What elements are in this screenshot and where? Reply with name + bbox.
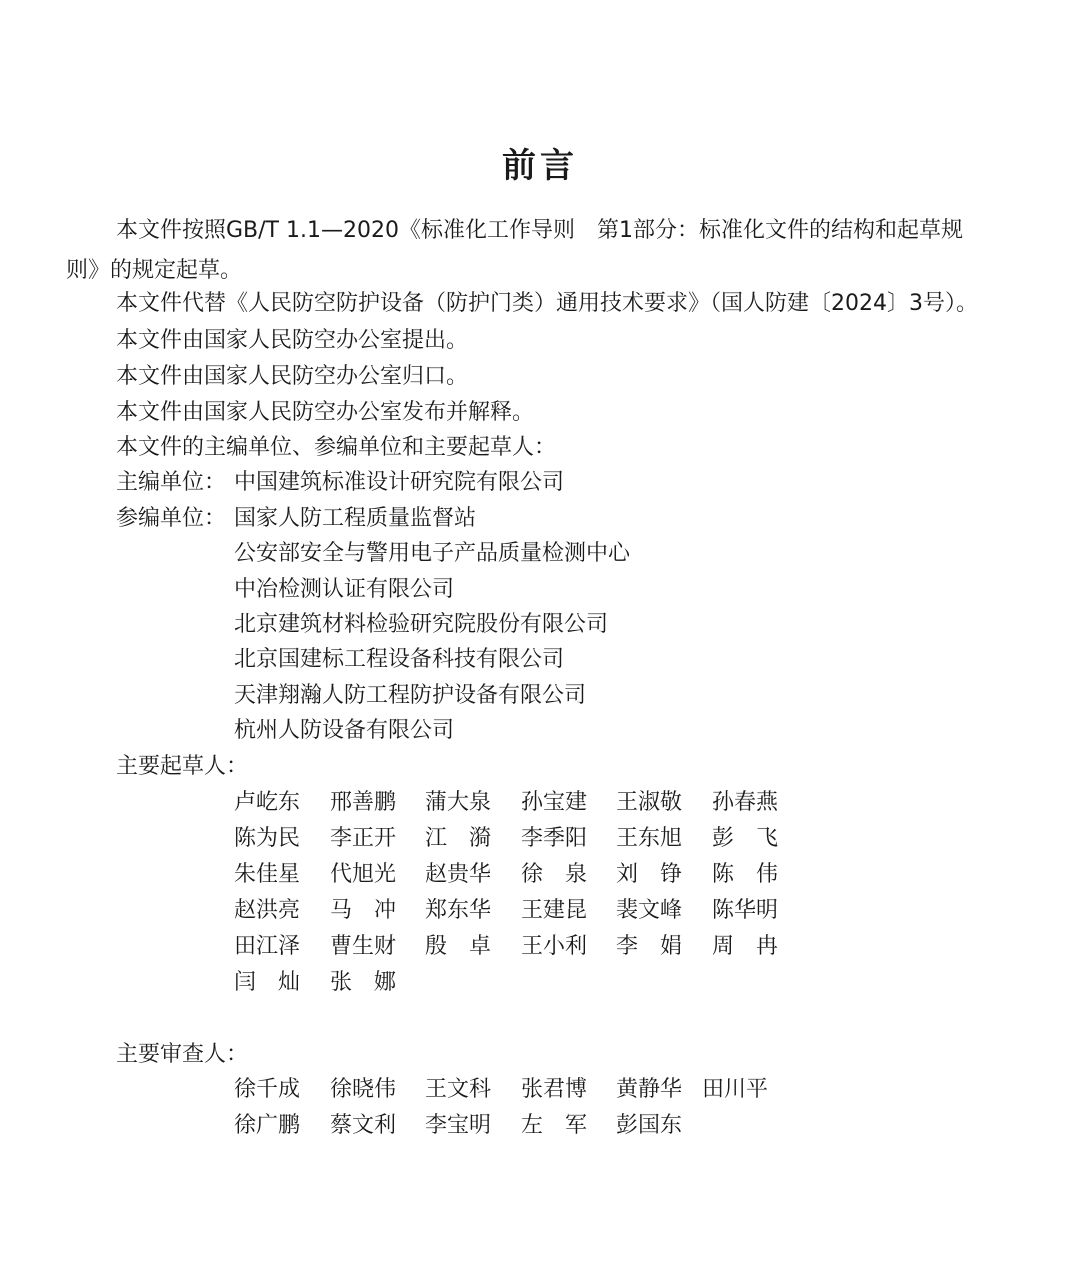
participating-unit: 杭州人防设备有限公司 (234, 718, 455, 743)
intro-line-7: 本文件的主编单位、参编单位和主要起草人： (116, 435, 557, 460)
reviewer-name: 黄静华 (616, 1077, 683, 1102)
reviewer-name: 左 军 (521, 1113, 588, 1138)
drafter-name: 裴文峰 (616, 898, 683, 923)
participating-unit: 北京建筑材料检验研究院股份有限公司 (234, 612, 609, 637)
drafter-name: 邢善鹏 (330, 790, 397, 815)
intro-line-6: 本文件由国家人民防空办公室发布并解释。 (116, 400, 535, 425)
intro-line-4: 本文件由国家人民防空办公室提出。 (116, 328, 469, 353)
reviewer-name: 王文科 (425, 1077, 492, 1102)
drafter-name: 赵贵华 (425, 862, 492, 887)
drafter-name: 代旭光 (330, 862, 397, 887)
drafter-name: 殷 卓 (425, 934, 492, 959)
drafter-name: 王淑敬 (616, 790, 683, 815)
drafter-name: 田江泽 (234, 934, 301, 959)
intro-line-2: 则》的规定起草。 (66, 258, 243, 283)
participating-unit: 北京国建标工程设备科技有限公司 (234, 647, 565, 672)
drafter-name: 马 冲 (330, 898, 397, 923)
participating-unit: 天津翔瀚人防工程防护设备有限公司 (234, 683, 587, 708)
drafter-name: 孙宝建 (521, 790, 588, 815)
page-title: 前言 (502, 146, 578, 186)
reviewer-name: 李宝明 (425, 1113, 492, 1138)
drafter-name: 徐 泉 (521, 862, 588, 887)
intro-line-1: 本文件按照GB/T 1.1—2020《标准化工作导则 第1部分：标准化文件的结构和起草规 (116, 218, 963, 243)
reviewer-name: 彭国东 (616, 1113, 683, 1138)
drafter-name: 孙春燕 (712, 790, 779, 815)
drafter-name: 彭 飞 (712, 826, 779, 851)
drafter-name: 曹生财 (330, 934, 397, 959)
drafter-name: 卢屹东 (234, 790, 301, 815)
participating-unit: 中冶检测认证有限公司 (234, 577, 455, 602)
drafter-name: 陈 伟 (712, 862, 779, 887)
drafter-name: 朱佳星 (234, 862, 301, 887)
reviewer-name: 蔡文利 (330, 1113, 397, 1138)
drafter-name: 周 冉 (712, 934, 779, 959)
participating-units-label: 参编单位： (116, 506, 227, 531)
drafter-name: 蒲大泉 (425, 790, 492, 815)
drafter-name: 李季阳 (521, 826, 588, 851)
drafter-name: 王建昆 (521, 898, 588, 923)
drafter-name: 陈为民 (234, 826, 301, 851)
reviewer-name: 徐千成 (234, 1077, 301, 1102)
drafter-name: 陈华明 (712, 898, 779, 923)
participating-unit: 公安部安全与警用电子产品质量检测中心 (234, 541, 631, 566)
drafter-name: 郑东华 (425, 898, 492, 923)
drafter-name: 赵洪亮 (234, 898, 301, 923)
drafter-name: 王东旭 (616, 826, 683, 851)
chief-unit-label: 主编单位： (116, 470, 227, 495)
reviewers-label: 主要审查人： (116, 1042, 249, 1067)
reviewer-name: 徐晓伟 (330, 1077, 397, 1102)
drafter-name: 李正开 (330, 826, 397, 851)
chief-unit-name: 中国建筑标准设计研究院有限公司 (234, 470, 565, 495)
drafter-name: 李 娟 (616, 934, 683, 959)
drafter-name: 江 漪 (425, 826, 492, 851)
reviewer-name: 田川平 (702, 1077, 769, 1102)
drafter-name: 闫 灿 (234, 970, 301, 995)
intro-line-3: 本文件代替《人民防空防护设备（防护门类）通用技术要求》（国人防建〔2024〕3号）。 (116, 291, 978, 316)
intro-line-5: 本文件由国家人民防空办公室归口。 (116, 364, 469, 389)
reviewer-name: 徐广鹏 (234, 1113, 301, 1138)
drafters-label: 主要起草人： (116, 754, 249, 779)
drafter-name: 张 娜 (330, 970, 397, 995)
participating-unit: 国家人防工程质量监督站 (234, 506, 477, 531)
drafter-name: 王小利 (521, 934, 588, 959)
reviewer-name: 张君博 (521, 1077, 588, 1102)
drafter-name: 刘 铮 (616, 862, 683, 887)
